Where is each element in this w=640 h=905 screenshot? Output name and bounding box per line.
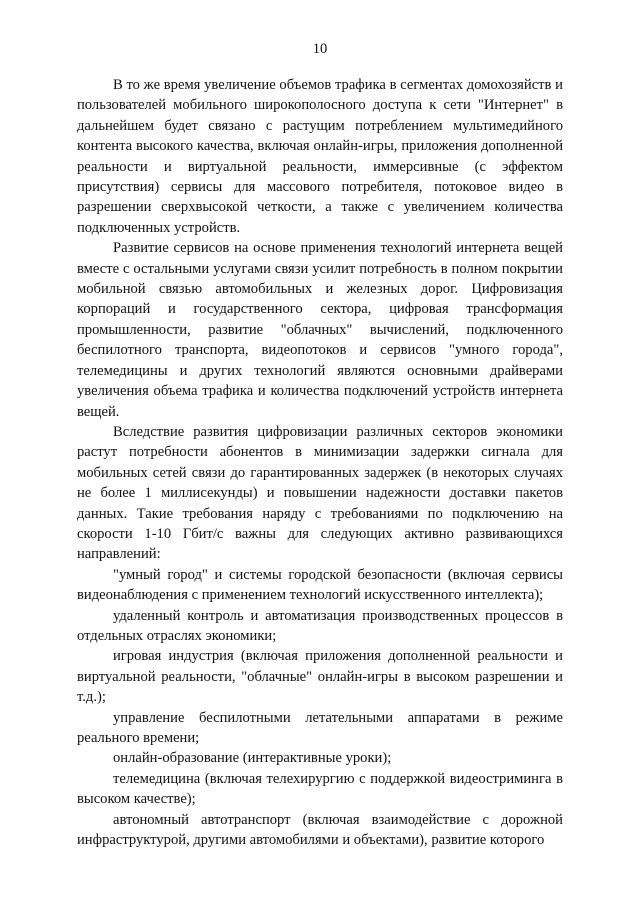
list-item: игровая индустрия (включая приложения дополненной реальности и виртуальной реальности, "облачные" онлайн-игры в высоком разрешении и т.д.); bbox=[77, 648, 563, 706]
list-item: удаленный контроль и автоматизация производственных процессов в отдельных отраслях экономики; bbox=[77, 607, 563, 644]
body-text bbox=[77, 75, 563, 850]
paragraph: В то же время увеличение объемов трафика в сегментах домохозяйств и пользователей мобильного широкополосного доступа к сети "Интернет" в дальнейшем будет связано с растущим потреблением мультимедийного контента высокого качества, включая онлайн-игры, приложения дополненной реальности и виртуальной реальности, иммерсивные (с эффектом присутствия) сервисы для массового потребителя, потоковое видео в разрешении сверхвысокой четкости, а также с увеличением количества подключенных устройств. bbox=[77, 77, 563, 236]
paragraph: Вследствие развития цифровизации различных секторов экономики растут потребности абонентов в минимизации задержки сигнала для мобильных сетей связи до гарантированных задержек (в некоторых случаях не более 1 миллисекунды) и повышении надежности доставки пакетов данных. Такие требования наряду с требованиями по подключению на скорости 1-10 Гбит/с важны для следующих активно развивающихся направлений: bbox=[77, 423, 563, 563]
list-item: автономный автотранспорт (включая взаимодействие с дорожной инфраструктурой, другими автомобилями и объектами), развитие которого bbox=[77, 811, 563, 849]
paragraph: Развитие сервисов на основе применения технологий интернета вещей вместе с остальными услугами связи усилит потребность в полном покрытии мобильной связью автомобильных и железных дорог. Цифровизация корпораций и государственного сектора, цифровая трансформация промышленности, развитие "облачных" вычислений, подключенного беспилотного транспорта, видеопотоков и сервисов "умного города", телемедицины и других технологий являются основными драйверами увеличения объема трафика и количества подключений устройств интернета вещей. bbox=[77, 240, 563, 420]
list-item: телемедицина (включая телехирургию с поддержкой видеостриминга в высоком качестве); bbox=[77, 770, 563, 808]
page-number: 10 bbox=[312, 41, 328, 57]
list-item: управление беспилотными летательными аппаратами в режиме реального времени; bbox=[77, 709, 563, 746]
list-item: онлайн-образование (интерактивные уроки); bbox=[113, 750, 392, 767]
list-item: "умный город" и системы городской безопасности (включая сервисы видеонаблюдения с применением технологий искусственного интеллекта); bbox=[77, 566, 563, 604]
